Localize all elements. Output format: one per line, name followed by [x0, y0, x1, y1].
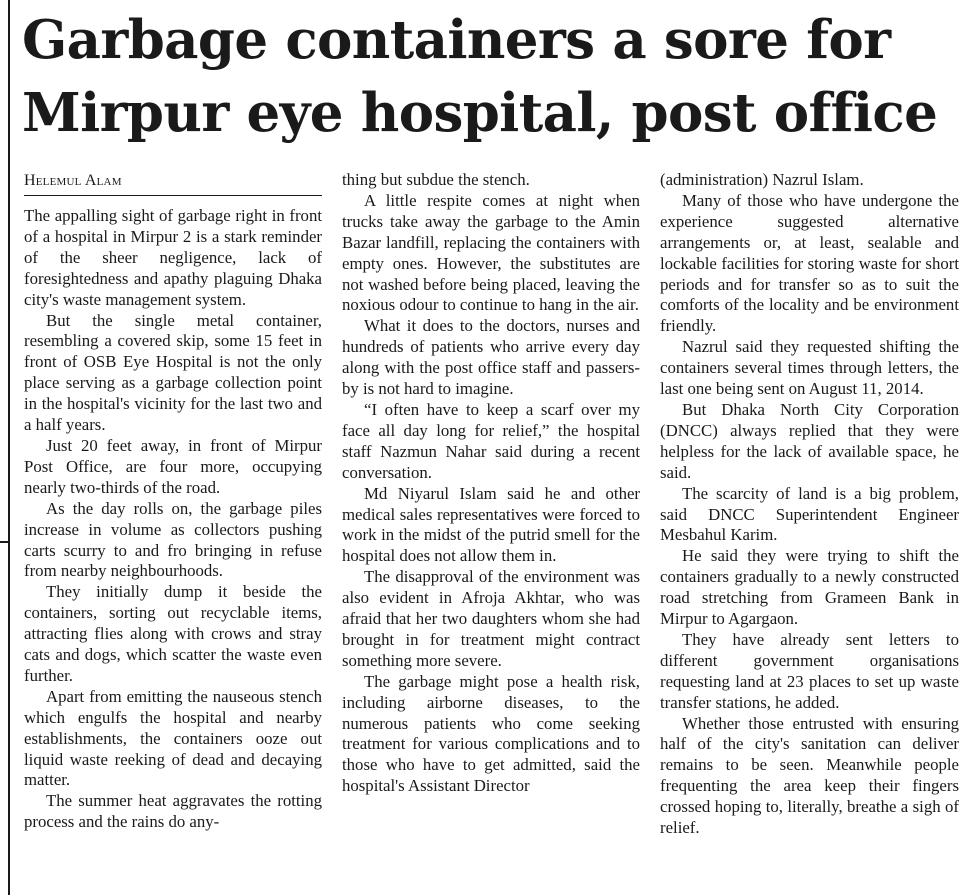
- paragraph: Just 20 feet away, in front of Mirpur Post Office, are four more, occupying nearly two-thirds of the road.: [24, 435, 322, 497]
- paragraph: The disapproval of the environment was also evident in Afroja Akhtar, who was afraid that her two daughters whom she had brought in for treatment might contract something more severe.: [342, 567, 640, 670]
- paragraph: Whether those entrusted with ensuring half of the city's sanitation can deliver remains to be seen. Meanwhile people frequenting the area keep their fingers crossed hoping to, literally, breathe a sigh of relief.: [660, 713, 959, 838]
- column-rule-tick: [0, 541, 10, 543]
- article-column-2: [342, 170, 640, 797]
- paragraph: thing but subdue the stench.: [342, 170, 530, 189]
- paragraph: (administration) Nazrul Islam.: [660, 170, 864, 189]
- column-rule: [8, 0, 10, 895]
- paragraph: They have already sent letters to different government organisations requesting land at 23 places to set up waste transfer stations, he added.: [660, 629, 959, 712]
- byline: Helemul Alam: [24, 171, 322, 196]
- paragraph: The appalling sight of garbage right in front of a hospital in Mirpur 2 is a stark reminder of the sheer negligence, lack of foresightedness and apathy plaguing Dhaka city's waste management system.: [24, 206, 322, 309]
- paragraph: The scarcity of land is a big problem, said DNCC Superintendent Engineer Mesbahul Karim.: [660, 483, 959, 545]
- article-column-3: [660, 170, 959, 839]
- paragraph: The summer heat aggravates the rotting process and the rains do any-: [24, 791, 322, 832]
- paragraph: What it does to the doctors, nurses and hundreds of patients who arrive every day along with the post office staff and passers-by is not hard to imagine.: [342, 316, 640, 399]
- paragraph: A little respite comes at night when trucks take away the garbage to the Amin Bazar landfill, replacing the containers with empty ones. However, the substitutes are not washed before being placed, leaving the noxious odour to continue to hang in the air.: [342, 190, 640, 315]
- paragraph: He said they were trying to shift the containers gradually to a newly constructed road stretching from Grameen Bank in Mirpur to Agargaon.: [660, 546, 959, 629]
- paragraph: Nazrul said they requested shifting the containers several times through letters, the last one being sent on August 11, 2014.: [660, 337, 959, 399]
- paragraph: The garbage might pose a health risk, including airborne diseases, to the numerous patients who come seeking treatment for various complications and to those who have to get admitted, said the hospital's Assistant Director: [342, 671, 640, 796]
- paragraph: Apart from emitting the nauseous stench which engulfs the hospital and nearby establishments, the containers ooze out liquid waste reeking of dead and decaying matter.: [24, 686, 322, 790]
- paragraph: Many of those who have undergone the experience suggested alternative arrangements or, at least, sealable and lockable facilities for storing waste for short periods and for transfer so as to suit the comforts of the locality and be environment friendly.: [660, 190, 959, 336]
- paragraph: “I often have to keep a scarf over my face all day long for relief,” the hospital staff Nazmun Nahar said during a recent conversation.: [342, 399, 640, 482]
- paragraph: As the day rolls on, the garbage piles increase in volume as collectors pushing carts scurry to and fro bringing in refuse from nearby neighbourhoods.: [24, 498, 322, 581]
- paragraph: Md Niyarul Islam said he and other medical sales representatives were forced to work in the midst of the putrid smell for the hospital does not allow them in.: [342, 483, 640, 566]
- headline: Garbage containers a sore for Mirpur eye hospital, post office: [22, 9, 938, 144]
- paragraph: They initially dump it beside the containers, sorting out recyclable items, attracting flies along with crows and stray cats and dogs, which scatter the waste even further.: [24, 582, 322, 685]
- paragraph: But the single metal container, resembling a covered skip, some 15 feet in front of OSB Eye Hospital is not the only place serving as a garbage collection point in the hospital's vicinity for the last two and a half years.: [24, 310, 322, 435]
- paragraph: But Dhaka North City Corporation (DNCC) always replied that they were helpless for the lack of available space, he said.: [660, 399, 959, 482]
- article-column-1: [24, 171, 322, 833]
